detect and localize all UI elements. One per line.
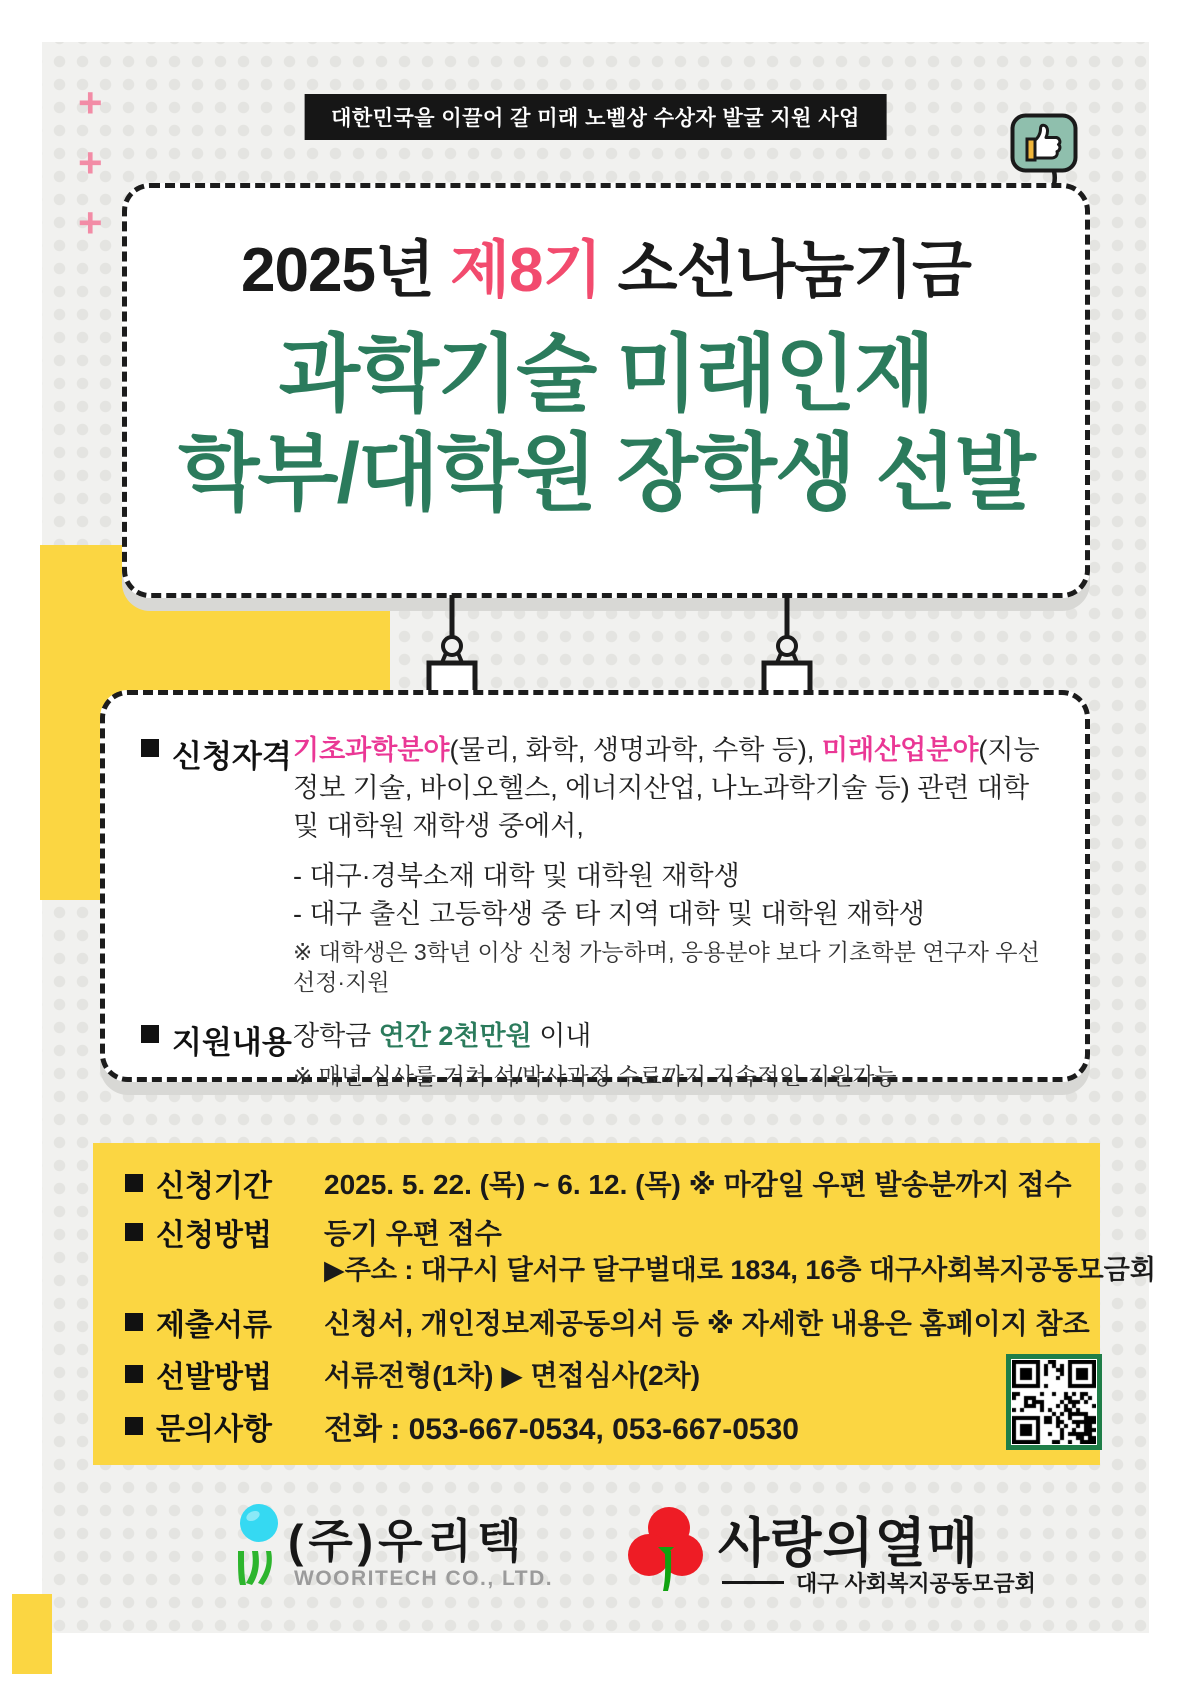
apply-row-selection xyxy=(125,1356,1100,1392)
apply-selection-label: 선발방법 xyxy=(156,1361,272,1394)
apply-period-label: 신청기간 xyxy=(156,1170,272,1203)
field2-highlight: 미래산업분야 xyxy=(821,735,979,765)
apply-section xyxy=(93,1143,1156,1465)
qr-code xyxy=(1006,1354,1102,1450)
fruit-of-love-name: 사랑의열매 xyxy=(718,1514,979,1573)
qualification-bullet-1: - 대구·경북소재 대학 및 대학원 재학생 xyxy=(293,861,740,891)
apply-row-method xyxy=(125,1214,1100,1250)
support-text xyxy=(293,1017,1045,1055)
apply-address-line: ▶주소 : 대구시 달서구 달구벌대로 1834, 16층 대구사회복지공동모금회 xyxy=(324,1255,1156,1285)
fruit-of-love-subtitle: 대구 사회복지공동모금회 xyxy=(796,1571,1036,1596)
fruit-of-love-mark-icon xyxy=(622,1503,706,1595)
field1-highlight: 기초과학분야 xyxy=(293,735,450,765)
wooritech-name: (주)우리텍 xyxy=(288,1515,527,1567)
plus-icon: + xyxy=(78,139,103,186)
program-banner-text: 대한민국을 이끌어 갈 미래 노벨상 수상자 발굴 지원 사업 xyxy=(331,107,860,130)
plus-icon: + xyxy=(78,199,103,246)
bullet-square-icon xyxy=(125,1365,143,1383)
year-prefix-text: 2025년 xyxy=(241,236,451,305)
wooritech-mark-icon xyxy=(230,1503,288,1595)
apply-documents-label: 제출서류 xyxy=(156,1309,272,1342)
apply-selection-value: 서류전형(1차) ▶ 면접심사(2차) xyxy=(324,1360,701,1391)
amount-highlight: 연간 2천만원 xyxy=(378,1021,532,1051)
bullet-square-icon xyxy=(125,1223,143,1241)
bullet-square-icon xyxy=(125,1417,143,1435)
qualification-row xyxy=(141,731,1045,997)
title-line-year xyxy=(127,220,1085,309)
apply-documents-value: 신청서, 개인정보제공동의서 등 ※ 자세한 내용은 홈페이지 참조 xyxy=(324,1308,1090,1339)
support-suffix: 이내 xyxy=(531,1021,592,1051)
divider-dash xyxy=(722,1581,784,1584)
bullet-square-icon xyxy=(141,1025,159,1043)
bullet-square-icon xyxy=(125,1174,143,1192)
thumbs-up-badge xyxy=(1010,113,1078,173)
qualification-text xyxy=(293,731,1045,845)
support-row xyxy=(141,1017,1045,1091)
apply-row-contact xyxy=(125,1408,1100,1444)
binder-clip-icon xyxy=(421,595,483,695)
qualification-label: 신청자격 xyxy=(172,739,292,774)
apply-contact-value: 전화 : 053-667-0534, 053-667-0530 xyxy=(324,1413,799,1446)
apply-period-value: 2025. 5. 22. (목) ~ 6. 12. (목) ※ 마감일 우편 발송분까지 접수 xyxy=(324,1169,1072,1200)
fruit-of-love-subrow xyxy=(722,1567,1036,1598)
fund-suffix-text: 소선나눔기금 xyxy=(601,236,971,305)
wooritech-subtitle: WOORITECH CO., LTD. xyxy=(294,1567,554,1590)
corner-accent-block xyxy=(12,1594,52,1674)
qualification-bullet-2: - 대구 출신 고등학생 중 타 지역 대학 및 대학원 재학생 xyxy=(293,899,925,929)
binder-clip-icon xyxy=(756,595,818,695)
bullet-square-icon xyxy=(141,739,159,757)
support-label: 지원내용 xyxy=(172,1025,292,1060)
info-box xyxy=(100,690,1090,1089)
program-banner xyxy=(304,94,887,140)
headline-line2: 학부/대학원 장학생 선발 xyxy=(178,426,1034,521)
bullet-square-icon xyxy=(125,1313,143,1331)
apply-row-documents xyxy=(125,1304,1100,1340)
apply-method-value: 등기 우편 접수 xyxy=(324,1218,502,1249)
qr-code-image xyxy=(1012,1360,1096,1444)
headline-line1: 과학기술 미래인재 xyxy=(278,327,934,421)
thumbs-up-icon xyxy=(1010,113,1078,173)
apply-contact-label: 문의사항 xyxy=(156,1413,272,1446)
edition-highlight-text: 제8기 xyxy=(450,236,602,305)
support-prefix: 장학금 xyxy=(293,1021,379,1051)
support-note: ※ 매년 심사를 거쳐 석/박사과정 수료까지 지속적인 지원가능 xyxy=(293,1063,897,1089)
field1-desc: (물리, 화학, 생명과학, 수학 등), xyxy=(449,735,822,765)
plus-icon: + xyxy=(78,79,103,126)
field2-desc: (지능정보 기술, 바이오헬스, 에너지산업, 나노과학기술 등) 관련 대학 및 대학원 재학생 중에서, xyxy=(293,735,1040,841)
title-box xyxy=(122,183,1090,598)
apply-method-label: 신청방법 xyxy=(156,1219,272,1252)
apply-row-period xyxy=(125,1165,1100,1201)
qualification-note: ※ 대학생은 3학년 이상 신청 가능하며, 응용분야 보다 기초학분 연구자 우선 선정·지원 xyxy=(293,939,1040,995)
